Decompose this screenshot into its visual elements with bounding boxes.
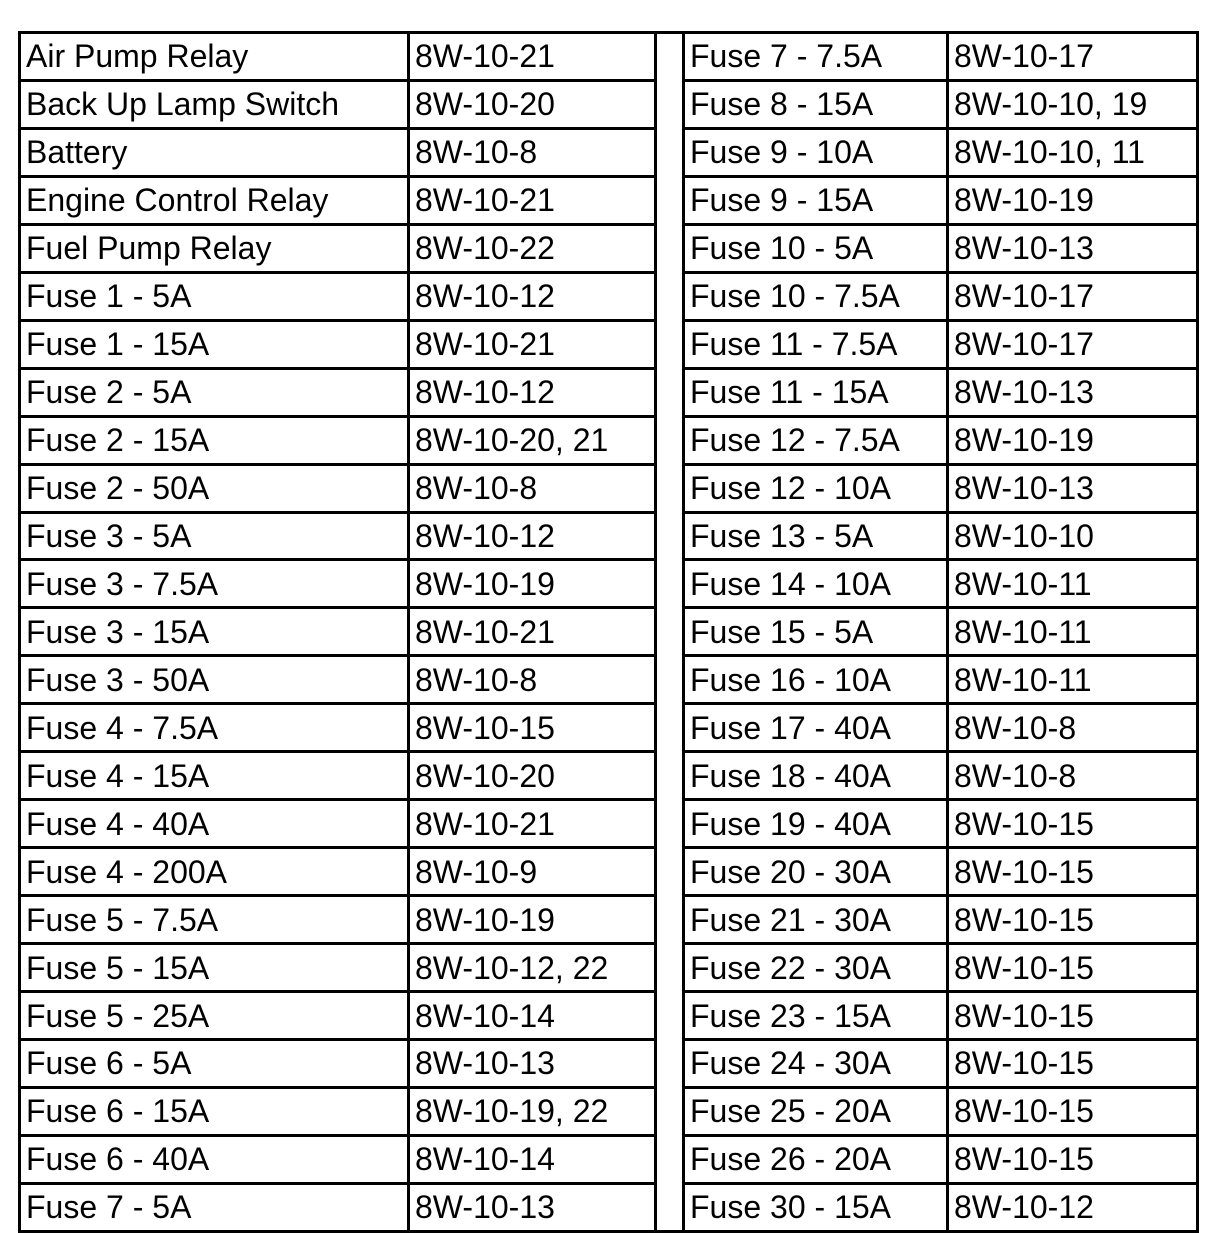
table-row: [20, 560, 1198, 608]
left-page-ref-cell: 8W-10-21: [409, 800, 656, 848]
right-page-ref-cell: 8W-10-15: [948, 896, 1198, 944]
column-gap: [656, 128, 684, 176]
right-component-cell: Fuse 14 - 10A: [684, 560, 948, 608]
table-row: [20, 608, 1198, 656]
left-component-cell: Fuse 3 - 7.5A: [20, 560, 409, 608]
right-component-cell: Fuse 17 - 40A: [684, 704, 948, 752]
right-page-ref-cell: 8W-10-15: [948, 1087, 1198, 1135]
right-component-cell: Fuse 25 - 20A: [684, 1087, 948, 1135]
right-component-cell: Fuse 9 - 10A: [684, 128, 948, 176]
right-component-cell: Fuse 15 - 5A: [684, 608, 948, 656]
table-row: [20, 33, 1198, 81]
left-component-cell: Fuse 1 - 5A: [20, 272, 409, 320]
left-page-ref-cell: 8W-10-13: [409, 1183, 656, 1231]
column-gap: [656, 320, 684, 368]
right-component-cell: Fuse 16 - 10A: [684, 656, 948, 704]
table-row: [20, 848, 1198, 896]
right-page-ref-cell: 8W-10-15: [948, 944, 1198, 992]
right-component-cell: Fuse 9 - 15A: [684, 176, 948, 224]
table-row: [20, 1183, 1198, 1231]
column-gap: [656, 752, 684, 800]
right-page-ref-cell: 8W-10-13: [948, 464, 1198, 512]
right-page-ref-cell: 8W-10-15: [948, 800, 1198, 848]
left-component-cell: Engine Control Relay: [20, 176, 409, 224]
column-gap: [656, 1135, 684, 1183]
right-page-ref-cell: 8W-10-17: [948, 320, 1198, 368]
left-page-ref-cell: 8W-10-14: [409, 992, 656, 1040]
left-component-cell: Fuel Pump Relay: [20, 224, 409, 272]
left-page-ref-cell: 8W-10-21: [409, 33, 656, 81]
column-gap: [656, 1183, 684, 1231]
right-component-cell: Fuse 10 - 7.5A: [684, 272, 948, 320]
table-row: [20, 272, 1198, 320]
right-component-cell: Fuse 20 - 30A: [684, 848, 948, 896]
column-gap: [656, 512, 684, 560]
left-page-ref-cell: 8W-10-13: [409, 1040, 656, 1088]
right-component-cell: Fuse 18 - 40A: [684, 752, 948, 800]
column-gap: [656, 992, 684, 1040]
left-component-cell: Fuse 2 - 15A: [20, 416, 409, 464]
left-page-ref-cell: 8W-10-8: [409, 128, 656, 176]
right-page-ref-cell: 8W-10-12: [948, 1183, 1198, 1231]
right-page-ref-cell: 8W-10-11: [948, 560, 1198, 608]
column-gap: [656, 656, 684, 704]
right-page-ref-cell: 8W-10-10: [948, 512, 1198, 560]
column-gap: [656, 1040, 684, 1088]
left-component-cell: Fuse 5 - 15A: [20, 944, 409, 992]
right-page-ref-cell: 8W-10-13: [948, 224, 1198, 272]
right-page-ref-cell: 8W-10-15: [948, 1040, 1198, 1088]
left-component-cell: Fuse 2 - 5A: [20, 368, 409, 416]
left-page-ref-cell: 8W-10-20: [409, 80, 656, 128]
left-page-ref-cell: 8W-10-20: [409, 752, 656, 800]
index-table-body: [20, 33, 1198, 1232]
right-page-ref-cell: 8W-10-8: [948, 752, 1198, 800]
left-page-ref-cell: 8W-10-21: [409, 608, 656, 656]
table-row: [20, 80, 1198, 128]
right-component-cell: Fuse 12 - 7.5A: [684, 416, 948, 464]
right-page-ref-cell: 8W-10-10, 11: [948, 128, 1198, 176]
left-component-cell: Fuse 5 - 25A: [20, 992, 409, 1040]
right-component-cell: Fuse 21 - 30A: [684, 896, 948, 944]
left-page-ref-cell: 8W-10-9: [409, 848, 656, 896]
table-row: [20, 512, 1198, 560]
column-gap: [656, 416, 684, 464]
left-component-cell: Fuse 2 - 50A: [20, 464, 409, 512]
table-row: [20, 704, 1198, 752]
left-component-cell: Air Pump Relay: [20, 33, 409, 81]
table-row: [20, 1087, 1198, 1135]
table-row: [20, 1040, 1198, 1088]
left-component-cell: Fuse 5 - 7.5A: [20, 896, 409, 944]
component-index-table: [18, 31, 1199, 1233]
right-page-ref-cell: 8W-10-8: [948, 704, 1198, 752]
table-row: [20, 1135, 1198, 1183]
left-page-ref-cell: 8W-10-12, 22: [409, 944, 656, 992]
table-row: [20, 656, 1198, 704]
left-page-ref-cell: 8W-10-21: [409, 176, 656, 224]
left-component-cell: Fuse 3 - 5A: [20, 512, 409, 560]
column-gap: [656, 608, 684, 656]
column-gap: [656, 176, 684, 224]
column-gap: [656, 896, 684, 944]
table-row: [20, 896, 1198, 944]
left-page-ref-cell: 8W-10-21: [409, 320, 656, 368]
column-gap: [656, 272, 684, 320]
left-page-ref-cell: 8W-10-12: [409, 272, 656, 320]
table-row: [20, 320, 1198, 368]
left-component-cell: Fuse 4 - 40A: [20, 800, 409, 848]
right-component-cell: Fuse 7 - 7.5A: [684, 33, 948, 81]
right-page-ref-cell: 8W-10-15: [948, 1135, 1198, 1183]
column-gap: [656, 704, 684, 752]
table-row: [20, 128, 1198, 176]
left-component-cell: Fuse 4 - 15A: [20, 752, 409, 800]
column-gap: [656, 368, 684, 416]
left-page-ref-cell: 8W-10-20, 21: [409, 416, 656, 464]
left-component-cell: Fuse 6 - 5A: [20, 1040, 409, 1088]
column-gap: [656, 464, 684, 512]
left-page-ref-cell: 8W-10-12: [409, 512, 656, 560]
right-component-cell: Fuse 24 - 30A: [684, 1040, 948, 1088]
left-component-cell: Fuse 1 - 15A: [20, 320, 409, 368]
right-page-ref-cell: 8W-10-13: [948, 368, 1198, 416]
right-page-ref-cell: 8W-10-17: [948, 272, 1198, 320]
left-page-ref-cell: 8W-10-19: [409, 896, 656, 944]
right-component-cell: Fuse 22 - 30A: [684, 944, 948, 992]
right-component-cell: Fuse 19 - 40A: [684, 800, 948, 848]
left-component-cell: Fuse 4 - 7.5A: [20, 704, 409, 752]
right-component-cell: Fuse 26 - 20A: [684, 1135, 948, 1183]
right-component-cell: Fuse 30 - 15A: [684, 1183, 948, 1231]
right-component-cell: Fuse 23 - 15A: [684, 992, 948, 1040]
column-gap: [656, 80, 684, 128]
table-row: [20, 368, 1198, 416]
column-gap: [656, 33, 684, 81]
table-row: [20, 416, 1198, 464]
right-component-cell: Fuse 11 - 7.5A: [684, 320, 948, 368]
left-component-cell: Fuse 6 - 15A: [20, 1087, 409, 1135]
left-component-cell: Fuse 3 - 50A: [20, 656, 409, 704]
column-gap: [656, 944, 684, 992]
left-component-cell: Battery: [20, 128, 409, 176]
right-page-ref-cell: 8W-10-11: [948, 608, 1198, 656]
left-page-ref-cell: 8W-10-8: [409, 656, 656, 704]
left-page-ref-cell: 8W-10-12: [409, 368, 656, 416]
left-component-cell: Fuse 3 - 15A: [20, 608, 409, 656]
left-page-ref-cell: 8W-10-19, 22: [409, 1087, 656, 1135]
right-page-ref-cell: 8W-10-15: [948, 848, 1198, 896]
right-page-ref-cell: 8W-10-10, 19: [948, 80, 1198, 128]
left-page-ref-cell: 8W-10-22: [409, 224, 656, 272]
left-page-ref-cell: 8W-10-14: [409, 1135, 656, 1183]
column-gap: [656, 848, 684, 896]
column-gap: [656, 1087, 684, 1135]
column-gap: [656, 560, 684, 608]
right-component-cell: Fuse 11 - 15A: [684, 368, 948, 416]
left-page-ref-cell: 8W-10-15: [409, 704, 656, 752]
left-page-ref-cell: 8W-10-19: [409, 560, 656, 608]
left-page-ref-cell: 8W-10-8: [409, 464, 656, 512]
table-row: [20, 224, 1198, 272]
right-page-ref-cell: 8W-10-17: [948, 33, 1198, 81]
table-row: [20, 992, 1198, 1040]
table-row: [20, 944, 1198, 992]
left-component-cell: Fuse 4 - 200A: [20, 848, 409, 896]
right-page-ref-cell: 8W-10-19: [948, 176, 1198, 224]
right-page-ref-cell: 8W-10-15: [948, 992, 1198, 1040]
right-component-cell: Fuse 10 - 5A: [684, 224, 948, 272]
right-component-cell: Fuse 8 - 15A: [684, 80, 948, 128]
column-gap: [656, 800, 684, 848]
right-page-ref-cell: 8W-10-19: [948, 416, 1198, 464]
left-component-cell: Back Up Lamp Switch: [20, 80, 409, 128]
table-row: [20, 464, 1198, 512]
table-row: [20, 800, 1198, 848]
left-component-cell: Fuse 6 - 40A: [20, 1135, 409, 1183]
right-page-ref-cell: 8W-10-11: [948, 656, 1198, 704]
left-component-cell: Fuse 7 - 5A: [20, 1183, 409, 1231]
column-gap: [656, 224, 684, 272]
table-row: [20, 176, 1198, 224]
right-component-cell: Fuse 12 - 10A: [684, 464, 948, 512]
right-component-cell: Fuse 13 - 5A: [684, 512, 948, 560]
table-row: [20, 752, 1198, 800]
